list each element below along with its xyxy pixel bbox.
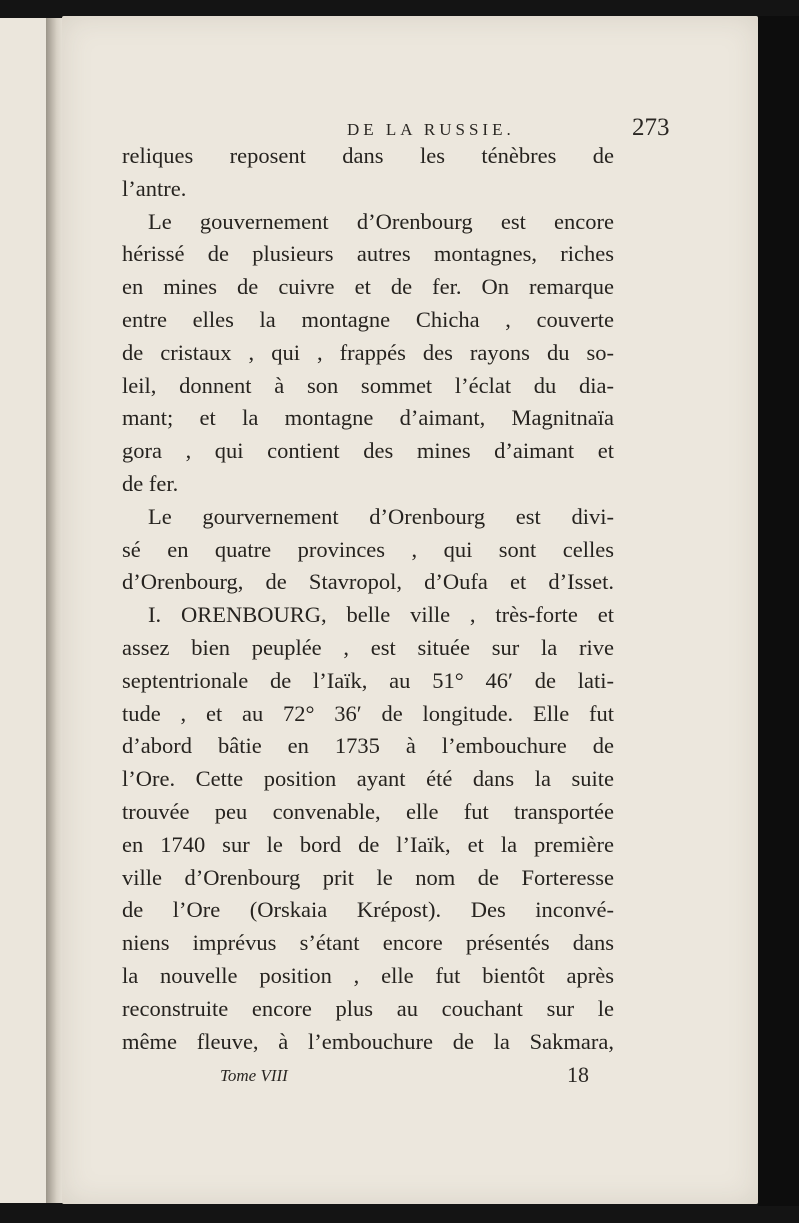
text-line: même fleuve, à l’embouchure de la Sakmara, [122,1028,614,1054]
text-line: l’Ore. Cette position ayant été dans la suite [122,766,614,792]
text-line: Le gouvernement d’Orenbourg est encore [148,208,614,234]
text-line: d’Orenbourg, de Stavropol, d’Oufa et d’Isset. [122,569,614,595]
text-line: Le gourvernement d’Orenbourg est divi- [148,503,614,529]
text-line: de cristaux , qui , frappés des rayons du so- [122,339,614,365]
text-line: ville d’Orenbourg prit le nom de Forteresse [122,864,614,890]
page-footer [62,1062,758,1092]
text-line: gora , qui contient des mines d’aimant et [122,438,614,464]
running-title: DE LA RUSSIE. [347,120,515,139]
text-line: tude , et au 72° 36′ de longitude. Elle fut [122,700,614,726]
text-line: d’abord bâtie en 1735 à l’embouchure de [122,733,614,759]
text-line: I. ORENBOURG, belle ville , très-forte et [148,602,614,628]
scan-background-edge [758,16,799,1206]
text-line: sé en quatre provinces , qui sont celles [122,536,614,562]
signature-mark: 18 [567,1062,589,1087]
text-line: de l’Ore (Orskaia Krépost). Des inconvé- [122,897,614,923]
text-line: trouvée peu convenable, elle fut transportée [122,798,614,824]
text-line: leil, donnent à son sommet l’éclat du dia- [122,372,614,398]
text-line: en mines de cuivre et de fer. On remarque [122,274,614,300]
text-line: en 1740 sur le bord de l’Iaïk, et la première [122,831,614,857]
text-line: reconstruite encore plus au couchant sur le [122,995,614,1021]
text-line: reliques reposent dans les ténèbres de [122,143,614,168]
text-line: assez bien peuplée , est située sur la rive [122,634,614,660]
text-line: hérissé de plusieurs autres montagnes, riches [122,241,614,267]
text-line: de fer. [122,470,179,496]
text-line: niens imprévus s’étant encore présentés dans [122,930,614,956]
text-line: entre elles la montagne Chicha , couverte [122,306,614,332]
text-line: septentrionale de l’Iaïk, au 51° 46′ de lati- [122,667,614,693]
facing-page-edge [0,18,48,1203]
volume-mark: Tome VIII [220,1066,288,1085]
page-number: 273 [632,114,670,141]
body-text [122,140,614,1058]
text-line: l’antre. [122,175,187,201]
text-line: mant; et la montagne d’aimant, Magnitnaïa [122,405,614,431]
text-line: la nouvelle position , elle fut bientôt après [122,962,614,988]
